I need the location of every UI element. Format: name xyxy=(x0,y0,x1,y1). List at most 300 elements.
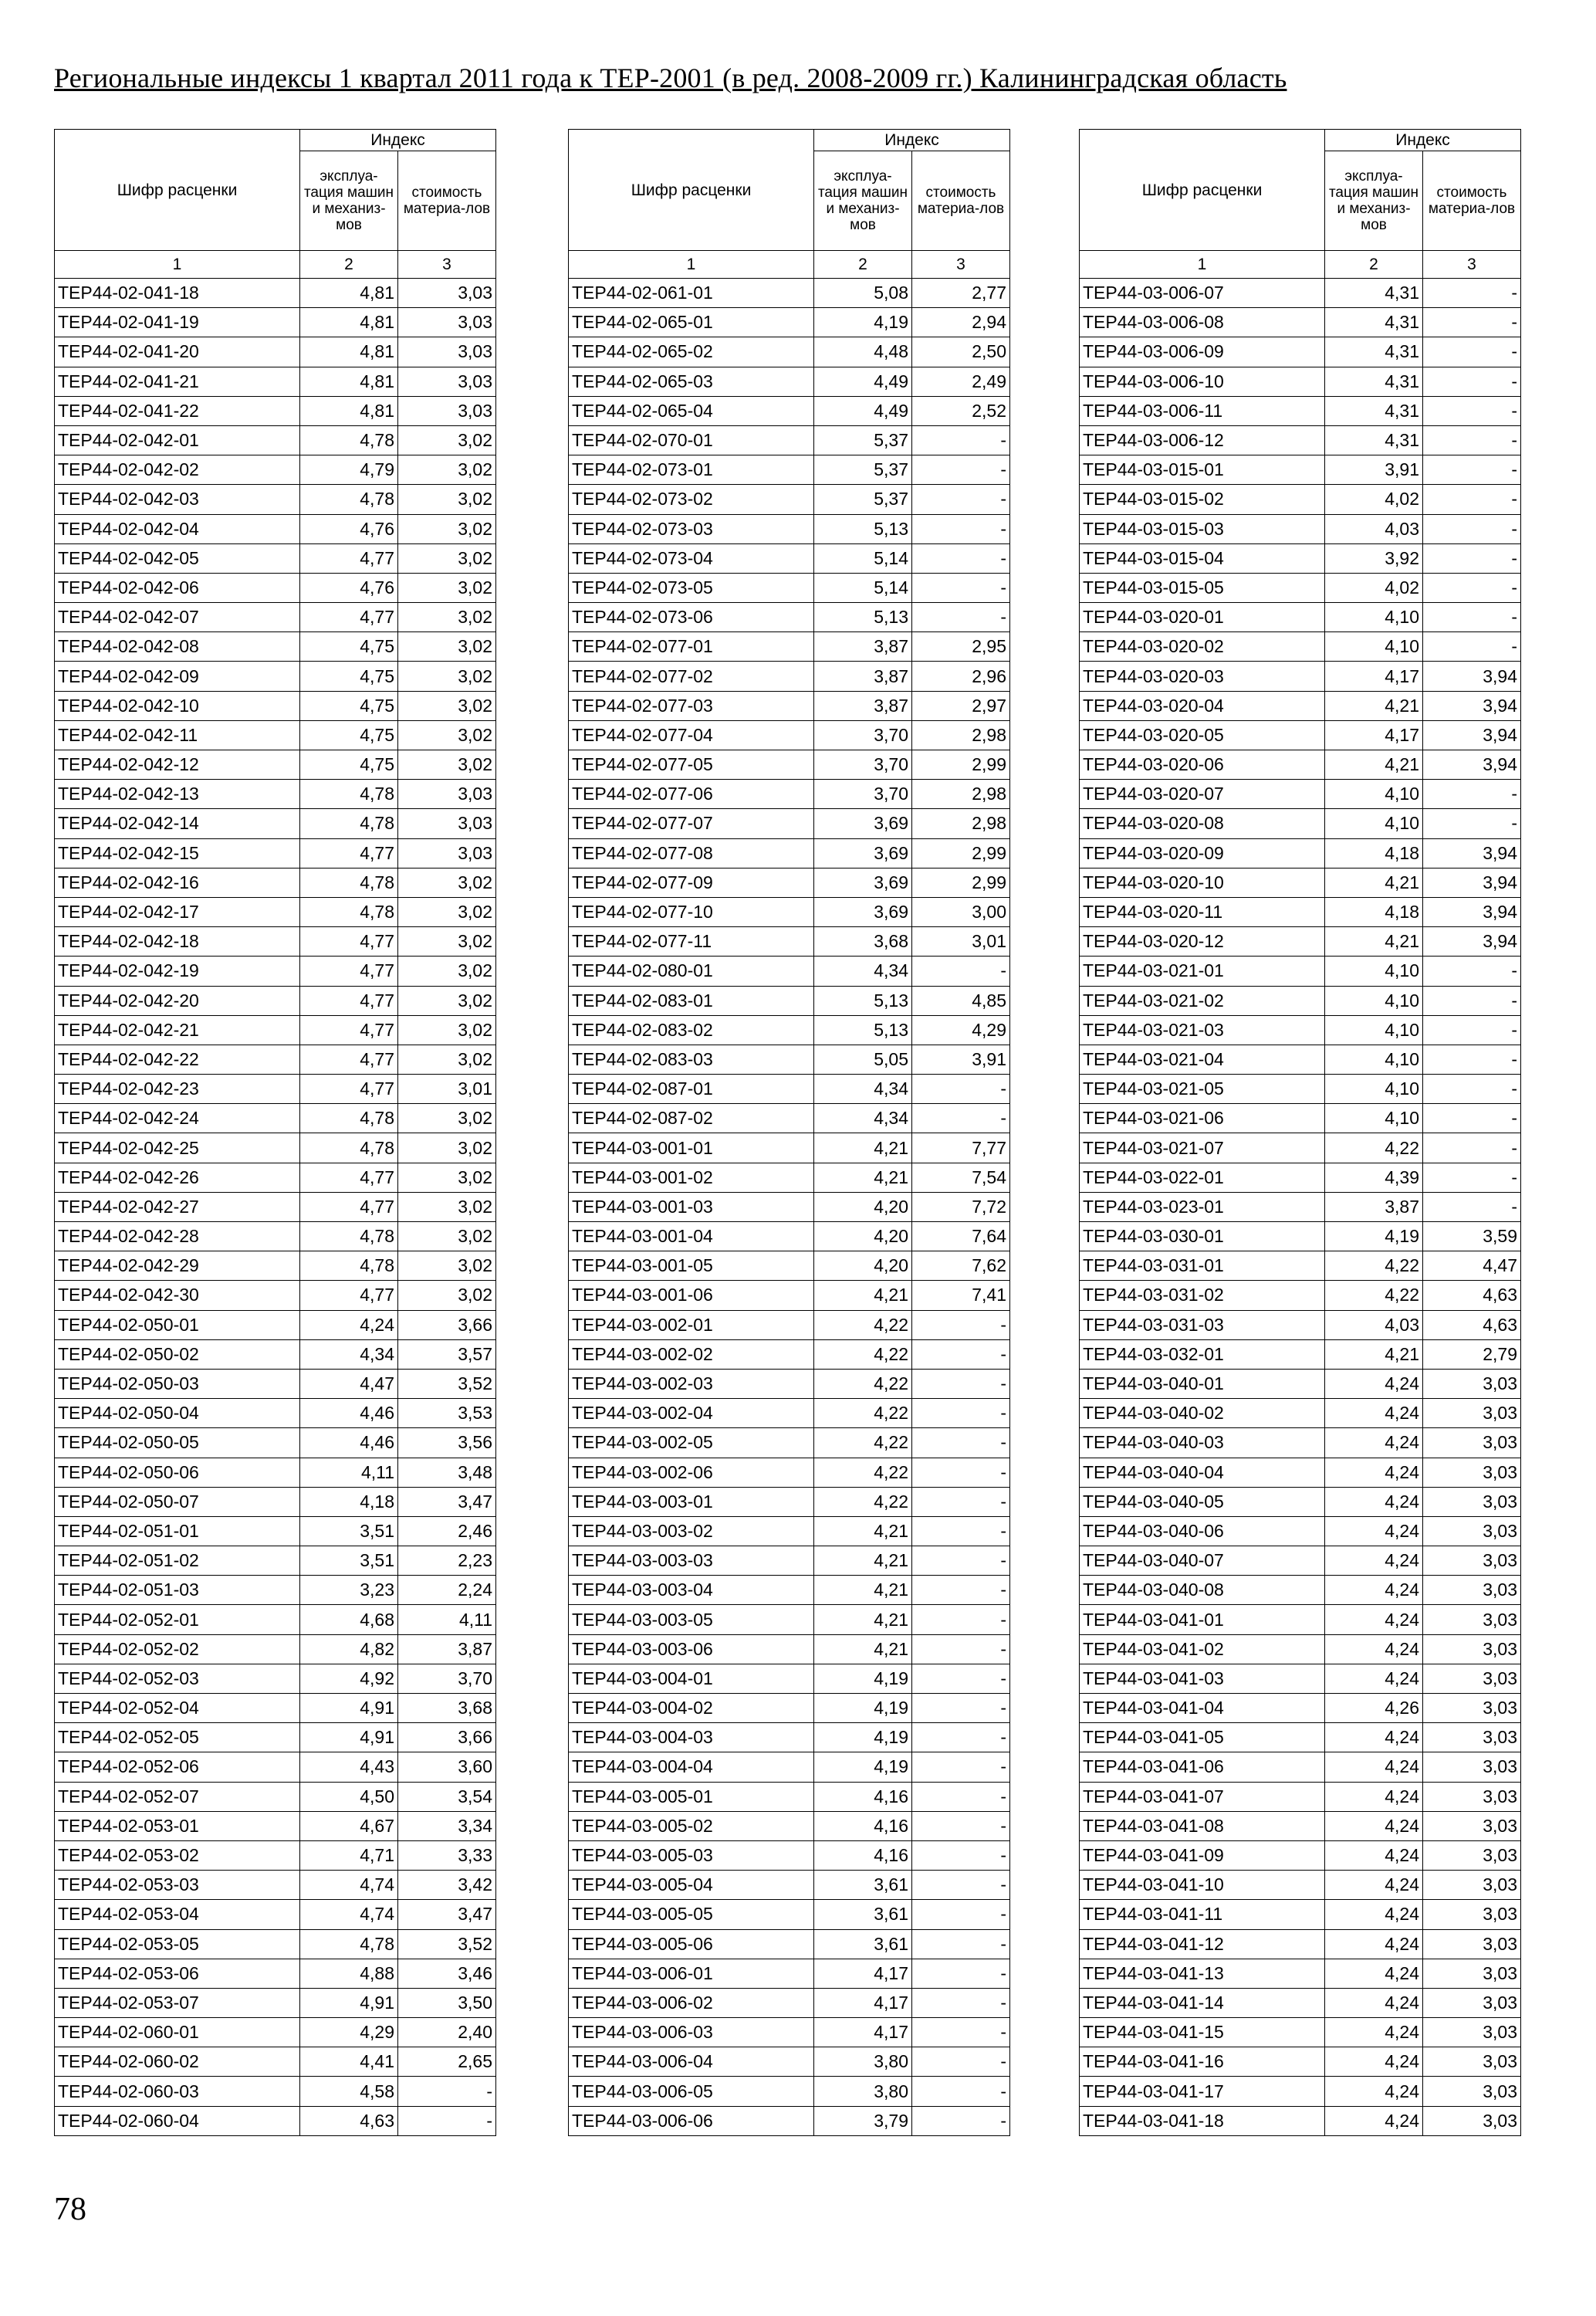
rate-code-cell: ТЕР44-03-015-02 xyxy=(1080,485,1325,514)
table-row xyxy=(569,1281,1010,1310)
machines-index-cell: 4,24 xyxy=(1325,1634,1423,1664)
table-row xyxy=(55,2106,496,2135)
materials-index-cell: 3,02 xyxy=(398,1104,496,1133)
table-row xyxy=(1080,1192,1521,1221)
materials-index-cell: 3,02 xyxy=(398,1045,496,1074)
materials-index-cell: 3,01 xyxy=(398,1075,496,1104)
machines-index-cell: 4,03 xyxy=(1325,1310,1423,1339)
materials-index-cell: 3,02 xyxy=(398,455,496,485)
machines-index-cell: 4,20 xyxy=(814,1192,912,1221)
table-row xyxy=(55,1723,496,1752)
materials-index-cell: 3,94 xyxy=(1423,691,1521,720)
table-row xyxy=(55,1104,496,1133)
machines-index-cell: 4,02 xyxy=(1325,573,1423,602)
table-row xyxy=(55,1192,496,1221)
rate-code-cell: ТЕР44-03-040-03 xyxy=(1080,1428,1325,1458)
rate-code-cell: ТЕР44-03-031-03 xyxy=(1080,1310,1325,1339)
table-row xyxy=(569,514,1010,543)
table-row xyxy=(1080,1664,1521,1693)
machines-index-cell: 4,22 xyxy=(814,1428,912,1458)
rate-code-cell: ТЕР44-02-041-19 xyxy=(55,308,300,337)
rate-code-cell: ТЕР44-02-042-11 xyxy=(55,720,300,750)
materials-index-cell: 3,03 xyxy=(1423,1988,1521,2017)
table-row xyxy=(569,1399,1010,1428)
rate-code-cell: ТЕР44-03-041-11 xyxy=(1080,1900,1325,1929)
materials-index-cell: 3,91 xyxy=(912,1045,1010,1074)
machines-index-cell: 4,21 xyxy=(814,1516,912,1546)
materials-index-cell: - xyxy=(1423,780,1521,809)
rate-code-cell: ТЕР44-02-041-18 xyxy=(55,279,300,308)
materials-index-cell: 2,50 xyxy=(912,337,1010,367)
table-row xyxy=(1080,1900,1521,1929)
materials-index-cell: - xyxy=(1423,603,1521,632)
table-row xyxy=(569,603,1010,632)
rate-code-cell: ТЕР44-02-087-02 xyxy=(569,1104,814,1133)
machines-index-cell: 4,67 xyxy=(300,1811,398,1840)
materials-index-cell: 7,41 xyxy=(912,1281,1010,1310)
materials-index-cell: - xyxy=(1423,986,1521,1015)
table-row xyxy=(1080,1310,1521,1339)
machines-index-cell: 4,79 xyxy=(300,455,398,485)
rate-code-cell: ТЕР44-02-041-22 xyxy=(55,396,300,425)
machines-index-cell: 4,77 xyxy=(300,1075,398,1104)
machines-index-cell: 4,24 xyxy=(1325,1605,1423,1634)
rate-code-cell: ТЕР44-03-020-08 xyxy=(1080,809,1325,838)
materials-index-cell: 3,60 xyxy=(398,1752,496,1782)
rate-code-cell: ТЕР44-03-021-07 xyxy=(1080,1133,1325,1163)
machines-index-cell: 4,34 xyxy=(814,1075,912,1104)
column-number: 3 xyxy=(1423,251,1521,279)
rate-code-cell: ТЕР44-03-041-17 xyxy=(1080,2077,1325,2106)
rate-code-cell: ТЕР44-02-053-05 xyxy=(55,1929,300,1959)
materials-index-cell: 3,94 xyxy=(1423,838,1521,868)
materials-index-cell: 2,97 xyxy=(912,691,1010,720)
rate-code-cell: ТЕР44-02-073-03 xyxy=(569,514,814,543)
table-row xyxy=(55,2018,496,2047)
machines-index-cell: 4,46 xyxy=(300,1428,398,1458)
table-row xyxy=(569,1045,1010,1074)
machines-index-cell: 4,22 xyxy=(814,1458,912,1487)
materials-index-cell: 4,85 xyxy=(912,986,1010,1015)
materials-index-cell: - xyxy=(912,1811,1010,1840)
rate-code-cell: ТЕР44-03-020-10 xyxy=(1080,868,1325,897)
machines-index-cell: 4,24 xyxy=(1325,1369,1423,1398)
table-row xyxy=(1080,868,1521,897)
rate-code-cell: ТЕР44-02-042-09 xyxy=(55,662,300,691)
materials-index-cell: 2,99 xyxy=(912,838,1010,868)
rate-code-cell: ТЕР44-02-061-01 xyxy=(569,279,814,308)
materials-index-cell: 2,98 xyxy=(912,809,1010,838)
rate-code-cell: ТЕР44-03-002-05 xyxy=(569,1428,814,1458)
index-group-header: Индекс xyxy=(814,130,1010,151)
table-row xyxy=(569,1988,1010,2017)
materials-index-cell: 3,01 xyxy=(912,927,1010,957)
table-row xyxy=(569,367,1010,396)
materials-index-cell: - xyxy=(912,1310,1010,1339)
table-row xyxy=(1080,1163,1521,1192)
machines-index-cell: 3,61 xyxy=(814,1929,912,1959)
machines-index-cell: 4,81 xyxy=(300,279,398,308)
machines-index-cell: 5,13 xyxy=(814,514,912,543)
rate-code-cell: ТЕР44-03-006-02 xyxy=(569,1988,814,2017)
materials-index-cell: 3,03 xyxy=(1423,1428,1521,1458)
table-row xyxy=(1080,897,1521,926)
column-number: 3 xyxy=(912,251,1010,279)
table-row xyxy=(1080,1399,1521,1428)
code-column-header: Шифр расценки xyxy=(569,130,814,251)
materials-column-header: стоимость материа-лов xyxy=(912,151,1010,251)
table-row xyxy=(55,1015,496,1045)
table-row xyxy=(55,1664,496,1693)
table-row xyxy=(1080,1428,1521,1458)
table-row xyxy=(569,1192,1010,1221)
table-row xyxy=(569,1516,1010,1546)
table-row xyxy=(1080,957,1521,986)
rate-code-cell: ТЕР44-03-020-09 xyxy=(1080,838,1325,868)
table-row xyxy=(55,691,496,720)
table-row xyxy=(55,1871,496,1900)
table-row xyxy=(55,2047,496,2077)
rate-code-cell: ТЕР44-03-023-01 xyxy=(1080,1192,1325,1221)
machines-index-cell: 4,22 xyxy=(814,1310,912,1339)
column-number: 2 xyxy=(1325,251,1423,279)
table-row xyxy=(1080,455,1521,485)
table-row xyxy=(55,367,496,396)
table-row xyxy=(569,1576,1010,1605)
materials-index-cell: 3,02 xyxy=(398,868,496,897)
materials-index-cell: 3,02 xyxy=(398,927,496,957)
machines-index-cell: 4,22 xyxy=(814,1339,912,1369)
machines-index-cell: 3,87 xyxy=(814,662,912,691)
machines-index-cell: 5,13 xyxy=(814,986,912,1015)
rate-code-cell: ТЕР44-03-041-06 xyxy=(1080,1752,1325,1782)
rate-code-cell: ТЕР44-02-053-03 xyxy=(55,1871,300,1900)
rate-code-cell: ТЕР44-03-001-05 xyxy=(569,1251,814,1281)
table-row xyxy=(1080,1104,1521,1133)
rate-code-cell: ТЕР44-03-020-02 xyxy=(1080,632,1325,662)
materials-index-cell: - xyxy=(912,1399,1010,1428)
materials-index-cell: 3,03 xyxy=(1423,1752,1521,1782)
materials-index-cell: - xyxy=(1423,514,1521,543)
machines-index-cell: 4,24 xyxy=(1325,2106,1423,2135)
rate-code-cell: ТЕР44-02-042-02 xyxy=(55,455,300,485)
machines-index-cell: 4,78 xyxy=(300,1104,398,1133)
materials-index-cell: 3,03 xyxy=(398,780,496,809)
rate-code-cell: ТЕР44-02-052-01 xyxy=(55,1605,300,1634)
table-row xyxy=(569,1428,1010,1458)
rate-code-cell: ТЕР44-02-065-04 xyxy=(569,396,814,425)
materials-index-cell: 3,03 xyxy=(1423,2018,1521,2047)
machines-index-cell: 4,77 xyxy=(300,838,398,868)
table-row xyxy=(1080,2047,1521,2077)
rate-code-cell: ТЕР44-03-006-04 xyxy=(569,2047,814,2077)
table-row xyxy=(55,396,496,425)
rate-code-cell: ТЕР44-02-042-24 xyxy=(55,1104,300,1133)
table-row xyxy=(1080,632,1521,662)
page-title: Региональные индексы 1 квартал 2011 года к ТЕР-2001 (в ред. 2008-2009 гг.) Калининградская область xyxy=(54,63,1287,93)
materials-index-cell: - xyxy=(912,1546,1010,1576)
machines-index-cell: 4,77 xyxy=(300,543,398,573)
machines-index-cell: 4,39 xyxy=(1325,1163,1423,1192)
table-row xyxy=(1080,308,1521,337)
materials-index-cell: 3,03 xyxy=(398,367,496,396)
table-row xyxy=(569,780,1010,809)
table-row xyxy=(569,1458,1010,1487)
materials-index-cell: - xyxy=(912,1840,1010,1870)
materials-index-cell: - xyxy=(1423,1015,1521,1045)
table-row xyxy=(55,1929,496,1959)
machines-index-cell: 3,79 xyxy=(814,2106,912,2135)
materials-index-cell: - xyxy=(912,2106,1010,2135)
materials-index-cell: 3,02 xyxy=(398,603,496,632)
machines-index-cell: 4,17 xyxy=(1325,720,1423,750)
materials-index-cell: - xyxy=(912,455,1010,485)
rate-code-cell: ТЕР44-03-041-09 xyxy=(1080,1840,1325,1870)
machines-index-cell: 4,16 xyxy=(814,1840,912,1870)
machines-index-cell: 4,21 xyxy=(1325,691,1423,720)
materials-index-cell: 3,02 xyxy=(398,485,496,514)
table-row xyxy=(569,1104,1010,1133)
machines-index-cell: 4,20 xyxy=(814,1251,912,1281)
materials-index-cell: - xyxy=(1423,573,1521,602)
machines-index-cell: 5,37 xyxy=(814,485,912,514)
rate-code-cell: ТЕР44-02-083-02 xyxy=(569,1015,814,1045)
rate-code-cell: ТЕР44-02-042-03 xyxy=(55,485,300,514)
materials-index-cell: 3,94 xyxy=(1423,897,1521,926)
materials-index-cell: 3,03 xyxy=(1423,1871,1521,1900)
machines-index-cell: 4,77 xyxy=(300,957,398,986)
rate-code-cell: ТЕР44-03-006-08 xyxy=(1080,308,1325,337)
materials-index-cell: - xyxy=(1423,1192,1521,1221)
materials-index-cell: 3,03 xyxy=(1423,1458,1521,1487)
rate-code-cell: ТЕР44-03-003-03 xyxy=(569,1546,814,1576)
table-row xyxy=(55,809,496,838)
rate-code-cell: ТЕР44-02-060-01 xyxy=(55,2018,300,2047)
table-row xyxy=(1080,927,1521,957)
machines-index-cell: 4,75 xyxy=(300,662,398,691)
rate-code-cell: ТЕР44-02-042-15 xyxy=(55,838,300,868)
table-row xyxy=(55,514,496,543)
materials-index-cell: 2,52 xyxy=(912,396,1010,425)
machines-index-cell: 3,51 xyxy=(300,1516,398,1546)
materials-index-cell: - xyxy=(912,1104,1010,1133)
materials-index-cell: - xyxy=(1423,1104,1521,1133)
materials-index-cell: 7,54 xyxy=(912,1163,1010,1192)
code-column-header: Шифр расценки xyxy=(1080,130,1325,251)
rate-code-cell: ТЕР44-03-041-08 xyxy=(1080,1811,1325,1840)
page-number: 78 xyxy=(54,2192,86,2227)
table-row xyxy=(1080,1959,1521,1988)
rate-code-cell: ТЕР44-02-050-07 xyxy=(55,1487,300,1516)
machines-index-cell: 4,77 xyxy=(300,927,398,957)
materials-index-cell: 3,02 xyxy=(398,1222,496,1251)
table-row xyxy=(55,1045,496,1074)
machines-index-cell: 4,77 xyxy=(300,1281,398,1310)
materials-index-cell: - xyxy=(1423,543,1521,573)
materials-index-cell: - xyxy=(912,2047,1010,2077)
machines-index-cell: 4,24 xyxy=(1325,1399,1423,1428)
materials-index-cell: 3,02 xyxy=(398,1192,496,1221)
materials-index-cell: 3,02 xyxy=(398,750,496,780)
materials-index-cell: - xyxy=(912,425,1010,455)
materials-index-cell: 3,94 xyxy=(1423,927,1521,957)
machines-index-cell: 4,78 xyxy=(300,1929,398,1959)
rate-code-cell: ТЕР44-03-006-07 xyxy=(1080,279,1325,308)
rate-code-cell: ТЕР44-02-070-01 xyxy=(569,425,814,455)
rate-code-cell: ТЕР44-02-042-22 xyxy=(55,1045,300,1074)
rate-code-cell: ТЕР44-02-050-05 xyxy=(55,1428,300,1458)
machines-index-cell: 4,03 xyxy=(1325,514,1423,543)
materials-index-cell: - xyxy=(1423,957,1521,986)
materials-index-cell: 3,66 xyxy=(398,1310,496,1339)
materials-index-cell: - xyxy=(912,573,1010,602)
rate-code-cell: ТЕР44-03-021-05 xyxy=(1080,1075,1325,1104)
rate-code-cell: ТЕР44-03-004-01 xyxy=(569,1664,814,1693)
table-row xyxy=(55,868,496,897)
table-row xyxy=(569,1959,1010,1988)
table-row xyxy=(569,986,1010,1015)
table-row xyxy=(55,632,496,662)
machines-index-cell: 4,92 xyxy=(300,1664,398,1693)
machines-index-cell: 4,18 xyxy=(300,1487,398,1516)
rate-code-cell: ТЕР44-03-041-10 xyxy=(1080,1871,1325,1900)
machines-index-cell: 4,24 xyxy=(1325,2077,1423,2106)
materials-index-cell: - xyxy=(912,603,1010,632)
materials-index-cell: 3,03 xyxy=(398,279,496,308)
materials-index-cell: - xyxy=(1423,367,1521,396)
table-row xyxy=(569,2018,1010,2047)
table-row xyxy=(569,1075,1010,1104)
table-row xyxy=(1080,986,1521,1015)
rate-code-cell: ТЕР44-02-042-27 xyxy=(55,1192,300,1221)
machines-index-cell: 4,41 xyxy=(300,2047,398,2077)
index-table-1 xyxy=(54,129,496,2136)
rate-code-cell: ТЕР44-02-065-01 xyxy=(569,308,814,337)
rate-code-cell: ТЕР44-03-022-01 xyxy=(1080,1163,1325,1192)
materials-index-cell: 3,02 xyxy=(398,986,496,1015)
machines-index-cell: 4,31 xyxy=(1325,396,1423,425)
machines-index-cell: 4,24 xyxy=(1325,1871,1423,1900)
materials-index-cell: 3,54 xyxy=(398,1782,496,1811)
materials-index-cell: - xyxy=(1423,308,1521,337)
materials-index-cell: 3,03 xyxy=(1423,1664,1521,1693)
rate-code-cell: ТЕР44-02-077-07 xyxy=(569,809,814,838)
rate-code-cell: ТЕР44-02-042-19 xyxy=(55,957,300,986)
table-row xyxy=(1080,1694,1521,1723)
machines-index-cell: 4,24 xyxy=(1325,1516,1423,1546)
rate-code-cell: ТЕР44-02-053-06 xyxy=(55,1959,300,1988)
table-row xyxy=(569,662,1010,691)
materials-index-cell: 3,03 xyxy=(1423,1516,1521,1546)
table-row xyxy=(569,279,1010,308)
machines-index-cell: 4,75 xyxy=(300,691,398,720)
materials-index-cell: 3,03 xyxy=(1423,2077,1521,2106)
machines-index-cell: 4,75 xyxy=(300,750,398,780)
table-row xyxy=(1080,838,1521,868)
rate-code-cell: ТЕР44-02-042-28 xyxy=(55,1222,300,1251)
table-row xyxy=(55,780,496,809)
machines-index-cell: 5,08 xyxy=(814,279,912,308)
machines-index-cell: 4,21 xyxy=(1325,868,1423,897)
table-row xyxy=(569,1782,1010,1811)
table-row xyxy=(55,1428,496,1458)
rate-code-cell: ТЕР44-03-005-02 xyxy=(569,1811,814,1840)
materials-index-cell: 7,64 xyxy=(912,1222,1010,1251)
rate-code-cell: ТЕР44-02-042-16 xyxy=(55,868,300,897)
table-row xyxy=(1080,1782,1521,1811)
rate-code-cell: ТЕР44-03-021-02 xyxy=(1080,986,1325,1015)
machines-index-cell: 4,19 xyxy=(814,1752,912,1782)
rate-code-cell: ТЕР44-03-041-16 xyxy=(1080,2047,1325,2077)
materials-index-cell: 3,03 xyxy=(1423,2047,1521,2077)
machines-column-header: эксплуа-тация машин и механиз-мов xyxy=(814,151,912,251)
materials-index-cell: 3,87 xyxy=(398,1634,496,1664)
materials-column-header: стоимость материа-лов xyxy=(1423,151,1521,251)
machines-index-cell: 4,43 xyxy=(300,1752,398,1782)
machines-index-cell: 4,10 xyxy=(1325,632,1423,662)
machines-index-cell: 5,13 xyxy=(814,603,912,632)
table-row xyxy=(55,1694,496,1723)
materials-index-cell: 4,63 xyxy=(1423,1281,1521,1310)
table-row xyxy=(55,1634,496,1664)
rate-code-cell: ТЕР44-02-042-14 xyxy=(55,809,300,838)
materials-index-cell: 3,02 xyxy=(398,691,496,720)
machines-index-cell: 4,16 xyxy=(814,1782,912,1811)
rate-code-cell: ТЕР44-03-003-04 xyxy=(569,1576,814,1605)
machines-index-cell: 3,70 xyxy=(814,750,912,780)
table-row xyxy=(55,720,496,750)
rate-code-cell: ТЕР44-02-087-01 xyxy=(569,1075,814,1104)
table-row xyxy=(55,750,496,780)
rate-code-cell: ТЕР44-03-004-04 xyxy=(569,1752,814,1782)
materials-index-cell: - xyxy=(912,1428,1010,1458)
table-row xyxy=(1080,485,1521,514)
machines-index-cell: 3,70 xyxy=(814,720,912,750)
materials-index-cell: 2,40 xyxy=(398,2018,496,2047)
rate-code-cell: ТЕР44-03-021-03 xyxy=(1080,1015,1325,1045)
materials-index-cell: - xyxy=(912,514,1010,543)
rate-code-cell: ТЕР44-03-040-05 xyxy=(1080,1487,1325,1516)
machines-index-cell: 4,16 xyxy=(814,1811,912,1840)
index-group-header: Индекс xyxy=(1325,130,1521,151)
materials-index-cell: 3,53 xyxy=(398,1399,496,1428)
rate-code-cell: ТЕР44-02-042-17 xyxy=(55,897,300,926)
table-row xyxy=(1080,1576,1521,1605)
table-row xyxy=(1080,720,1521,750)
table-row xyxy=(1080,573,1521,602)
rate-code-cell: ТЕР44-03-015-04 xyxy=(1080,543,1325,573)
machines-index-cell: 4,78 xyxy=(300,809,398,838)
machines-index-cell: 4,47 xyxy=(300,1369,398,1398)
materials-index-cell: - xyxy=(398,2106,496,2135)
machines-index-cell: 3,92 xyxy=(1325,543,1423,573)
table-row xyxy=(569,573,1010,602)
index-table-3 xyxy=(1079,129,1521,2136)
machines-index-cell: 4,22 xyxy=(1325,1133,1423,1163)
rate-code-cell: ТЕР44-02-080-01 xyxy=(569,957,814,986)
rate-code-cell: ТЕР44-02-042-06 xyxy=(55,573,300,602)
rate-code-cell: ТЕР44-03-015-05 xyxy=(1080,573,1325,602)
materials-index-cell: 3,03 xyxy=(1423,1782,1521,1811)
table-row xyxy=(1080,1458,1521,1487)
machines-index-cell: 3,51 xyxy=(300,1546,398,1576)
table-row xyxy=(1080,809,1521,838)
materials-index-cell: - xyxy=(1423,632,1521,662)
materials-index-cell: - xyxy=(1423,396,1521,425)
materials-index-cell: 3,02 xyxy=(398,425,496,455)
rate-code-cell: ТЕР44-03-020-05 xyxy=(1080,720,1325,750)
table-row xyxy=(55,308,496,337)
